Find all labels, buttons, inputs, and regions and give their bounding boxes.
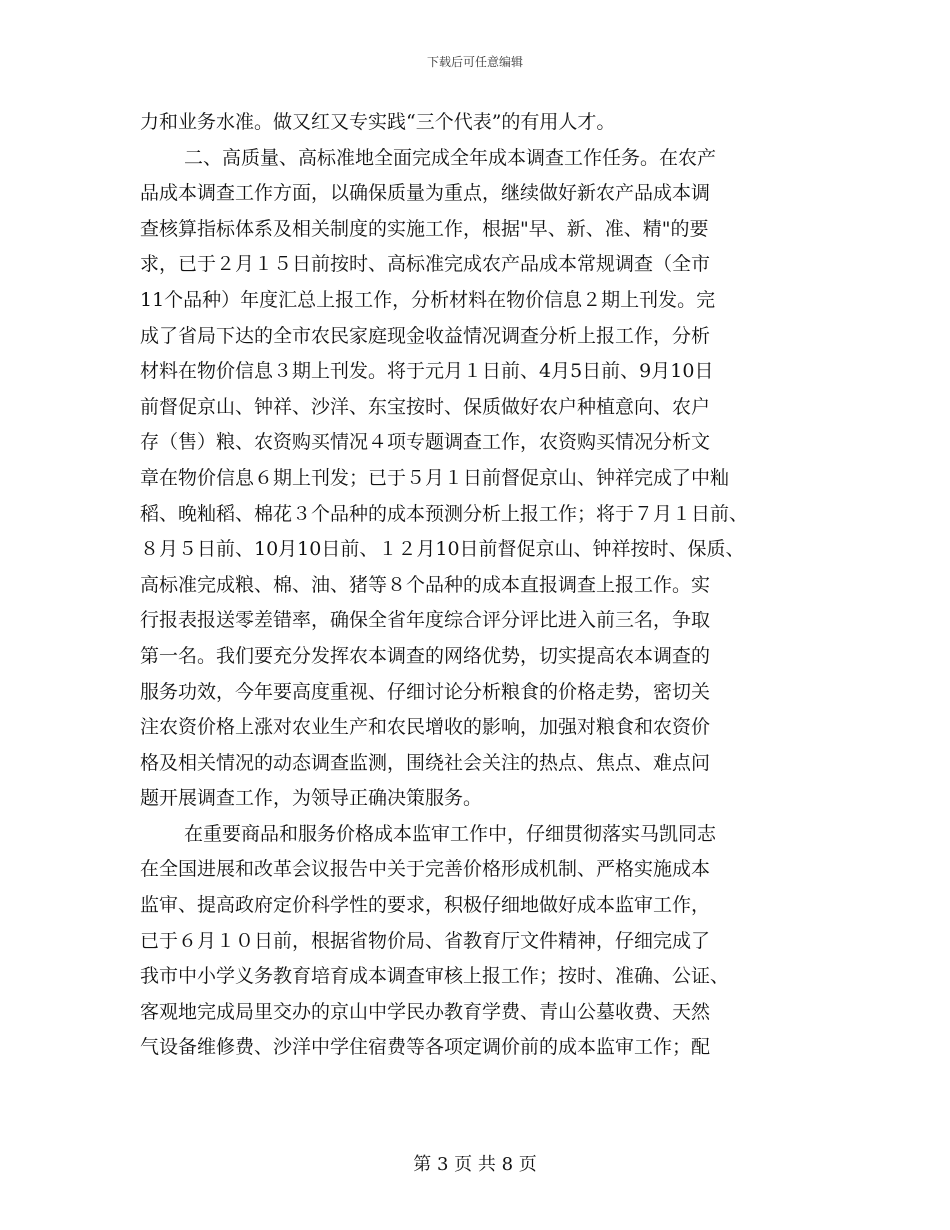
text-line: 格及相关情况的动态调查监测，围绕社会关注的热点、焦点、难点问 [140,751,711,774]
text-line: 气设备维修费、沙洋中学住宿费等各项定调价前的成本监审工作；配 [140,1036,711,1059]
text-line: 注农资价格上涨对农业生产和农民增收的影响，加强对粮食和农资价 [140,716,711,739]
text-line: 成了省局下达的全市农民家庭现金收益情况调查分析上报工作，分析 [140,324,711,347]
text-line: 行报表报送零差错率，确保全省年度综合评分评比进入前三名，争取 [140,609,711,632]
text-line: 章在物价信息６期上刊发；已于５月１日前督促京山、钟祥完成了中籼 [140,466,730,489]
text-line: 存（售）粮、农资购买情况４项专题调查工作，农资购买情况分析文 [140,431,711,454]
text-line: 品成本调查工作方面，以确保质量为重点，继续做好新农产品成本调 [140,182,711,205]
text-line: 查核算指标体系及相关制度的实施工作，根据"早、新、准、精"的要 [140,217,709,240]
text-line: 服务功效，今年要高度重视、仔细讨论分析粮食的价格走势，密切关 [140,680,711,703]
text-line: ８月５日前、10月10日前、１２月10日前督促京山、钟祥按时、保质、 [140,538,745,561]
text-line: 高标准完成粮、棉、油、猪等８个品种的成本直报调查上报工作。实 [140,573,711,596]
paragraph-start-line: 在重要商品和服务价格成本监审工作中，仔细贯彻落实马凯同志 [184,822,717,845]
text-line: 前督促京山、钟祥、沙洋、东宝按时、保质做好农户种植意向、农户 [140,395,711,418]
text-line: 稻、晚籼稻、棉花３个品种的成本预测分析上报工作；将于７月１日前、 [140,502,749,525]
body-text [140,105,830,1066]
text-line: 题开展调查工作，为领导正确决策服务。 [140,787,483,810]
text-line: 求，已于２月１５日前按时、高标准完成农产品成本常规调查（全市 [140,253,711,276]
page-number-footer: 第 3 页 共 8 页 [413,1154,537,1175]
text-line: 11个品种）年度汇总上报工作，分析材料在物价信息２期上刊发。完 [140,288,716,311]
text-line: 材料在物价信息３期上刊发。将于元月１日前、4月5日前、9月10日 [140,360,714,383]
header-note: 下载后可任意编辑 [426,55,523,69]
text-line: 客观地完成局里交办的京山中学民办教育学费、青山公墓收费、天然 [140,1000,711,1023]
text-line: 监审、提高政府定价科学性的要求，积极仔细地做好成本监审工作， [140,894,711,917]
text-line: 力和业务水准。做又红又专实践“三个代表”的有用人才。 [140,111,616,133]
paragraph-start-line: 二、高质量、高标准地全面完成全年成本调查工作任务。在农产 [184,146,717,169]
text-line: 第一名。我们要充分发挥农本调查的网络优势，切实提高农本调查的 [140,644,711,667]
text-line: 已于６月１０日前，根据省物价局、省教育厅文件精神，仔细完成了 [140,929,711,952]
text-line: 在全国进展和改革会议报告中关于完善价格形成机制、严格实施成本 [140,858,711,881]
text-line: 我市中小学义务教育培育成本调查审核上报工作；按时、准确、公证、 [140,965,730,988]
